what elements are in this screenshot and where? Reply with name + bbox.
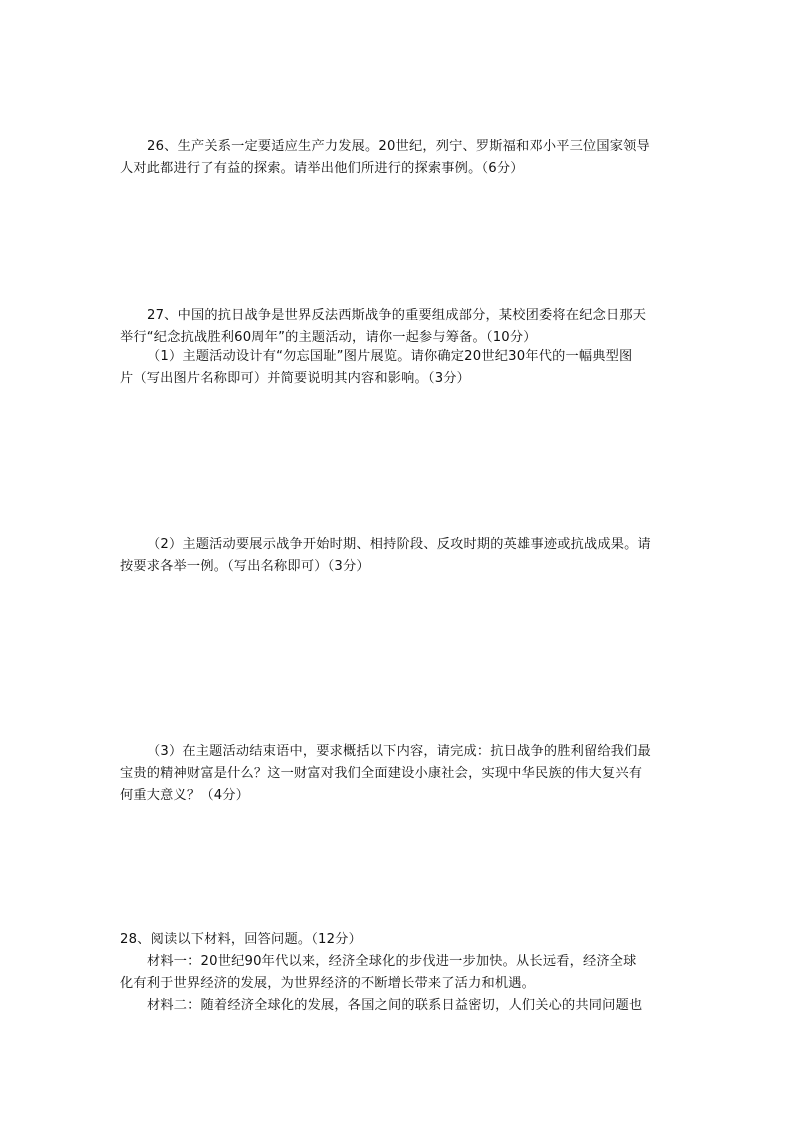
question-28-material-1-line-2: 化有利于世界经济的发展，为世界经济的不断增长带来了活力和机遇。 bbox=[120, 976, 536, 991]
question-26 bbox=[120, 136, 680, 180]
question-27-part-3 bbox=[120, 741, 680, 807]
question-27-part-3-line-2: 宝贵的精神财富是什么？这一财富对我们全面建设小康社会，实现中华民族的伟大复兴有 bbox=[120, 766, 643, 781]
question-27-intro-line-1: 27、中国的抗日战争是世界反法西斯战争的重要组成部分，某校团委将在纪念日那天 bbox=[147, 308, 647, 323]
question-27-part-2 bbox=[120, 534, 680, 578]
question-27-part-1-line-2: 片（写出图片名称即可）并简要说明其内容和影响。（3分） bbox=[120, 371, 471, 386]
question-27-part-2-line-2: 按要求各举一例。（写出名称即可）（3分） bbox=[120, 559, 370, 574]
question-26-line-2: 人对此都进行了有益的探索。请举出他们所进行的探索事例。（6分） bbox=[120, 161, 524, 176]
question-27-part-3-line-3: 何重大意义？（4分） bbox=[120, 788, 250, 803]
question-28-title: 28、阅读以下材料，回答问题。（12分） bbox=[120, 932, 362, 947]
question-27-intro bbox=[120, 305, 680, 349]
question-26-line-1: 26、生产关系一定要适应生产力发展。20世纪，列宁、罗斯福和邓小平三位国家领导 bbox=[147, 139, 650, 154]
question-27-part-1-line-1: （1）主题活动设计有“勿忘国耻”图片展览。请你确定20世纪30年代的一幅典型图 bbox=[147, 349, 633, 364]
question-28-material-1-line-1: 材料一：20世纪90年代以来，经济全球化的步伐进一步加快。从长远看，经济全球 bbox=[147, 954, 637, 969]
question-28 bbox=[120, 929, 680, 1017]
question-27-part-3-line-1: （3）在主题活动结束语中，要求概括以下内容，请完成：抗日战争的胜利留给我们最 bbox=[147, 744, 651, 759]
question-27-part-2-line-1: （2）主题活动要展示战争开始时期、相持阶段、反攻时期的英雄事迹或抗战成果。请 bbox=[147, 537, 651, 552]
question-27-intro-line-2: 举行“纪念抗战胜利60周年”的主题活动，请你一起参与筹备。（10分） bbox=[120, 330, 537, 345]
question-28-material-2-line-1: 材料二：随着经济全球化的发展，各国之间的联系日益密切，人们关心的共同问题也 bbox=[147, 998, 643, 1013]
question-27-part-1 bbox=[120, 346, 680, 390]
